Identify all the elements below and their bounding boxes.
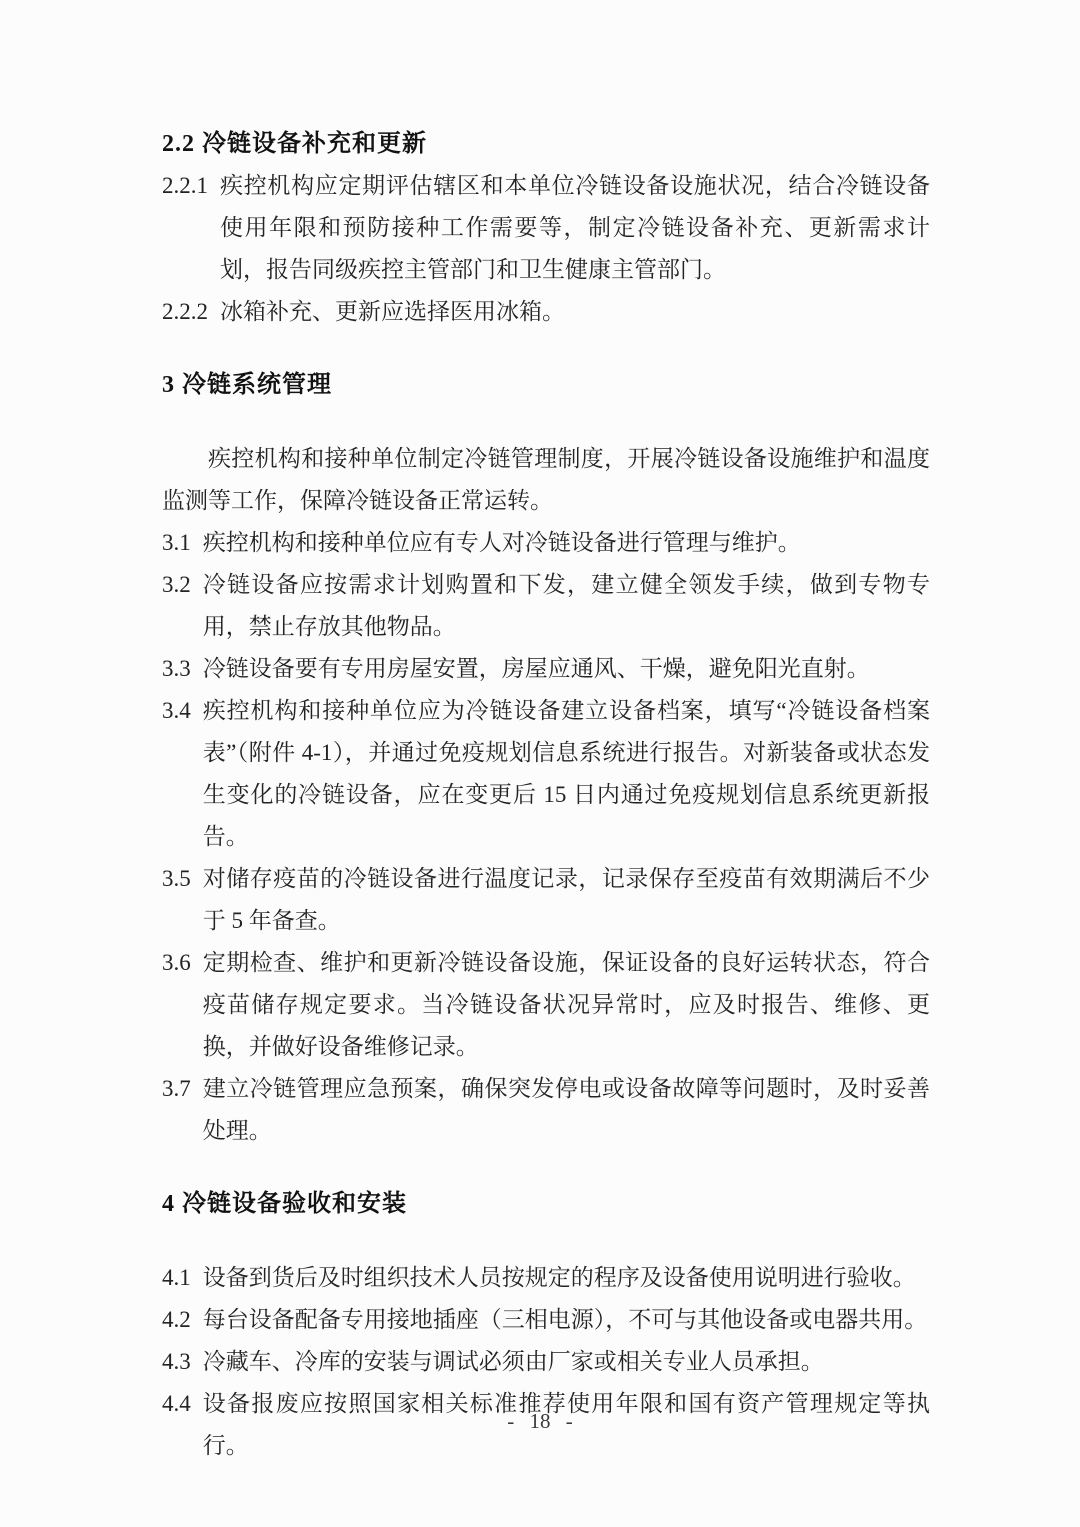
list-item — [162, 858, 930, 942]
list-item — [162, 1299, 930, 1341]
list-item — [162, 165, 930, 291]
list-item — [162, 1257, 930, 1299]
item-number: 3.4 — [162, 698, 191, 723]
section-heading: 4 冷链设备验收和安装 — [162, 1191, 407, 1217]
item-text: 冷藏车、冷库的安装与调试必须由厂家或相关专业人员承担。 — [202, 1349, 824, 1374]
item-number: 2.2.2 — [162, 299, 208, 324]
item-number: 4.1 — [162, 1265, 191, 1290]
item-text: 每台设备配备专用接地插座（三相电源），不可与其他设备或电器共用。 — [202, 1307, 928, 1332]
list-item — [162, 291, 930, 333]
item-text: 设备报废应按照国家相关标准推荐使用年限和国有资产管理规定等执行。 — [202, 1391, 930, 1458]
item-text: 冷链设备应按需求计划购置和下发，建立健全领发手续，做到专物专用，禁止存放其他物品。 — [202, 572, 930, 639]
item-number: 3.6 — [162, 950, 191, 975]
list-item — [162, 942, 930, 1068]
item-number: 3.3 — [162, 656, 191, 681]
section-cold-chain-equipment-update — [162, 123, 930, 333]
document-content — [162, 123, 930, 1467]
item-text: 建立冷链管理应急预案，确保突发停电或设备故障等问题时，及时妥善处理。 — [202, 1076, 930, 1143]
item-text: 冰箱补充、更新应选择医用冰箱。 — [220, 299, 565, 324]
item-number: 3.5 — [162, 866, 191, 891]
list-item — [162, 690, 930, 858]
item-text: 设备到货后及时组织技术人员按规定的程序及设备使用说明进行验收。 — [202, 1265, 916, 1290]
list-item — [162, 1341, 930, 1383]
item-number: 4.2 — [162, 1307, 191, 1332]
item-text: 疾控机构和接种单位应有专人对冷链设备进行管理与维护。 — [202, 530, 801, 555]
item-number: 4.4 — [162, 1391, 191, 1416]
list-item — [162, 522, 930, 564]
item-text: 冷链设备要有专用房屋安置，房屋应通风、干燥，避免阳光直射。 — [202, 656, 870, 681]
list-item — [162, 648, 930, 690]
item-number: 3.2 — [162, 572, 191, 597]
item-text: 疾控机构和接种单位应为冷链设备建立设备档案，填写“冷链设备档案表”（附件 4-1），并通过免疫规划信息系统进行报告。对新装备或状态发生变化的冷链设备，应在变更后 15 日内通过免疫规划信息系统更新报告。 — [202, 698, 930, 849]
list-item — [162, 1068, 930, 1152]
section-cold-chain-system-management — [162, 364, 930, 1152]
section-heading: 2.2 冷链设备补充和更新 — [162, 131, 427, 157]
intro-paragraph: 疾控机构和接种单位制定冷链管理制度，开展冷链设备设施维护和温度监测等工作，保障冷链设备正常运转。 — [162, 446, 930, 513]
item-number: 3.7 — [162, 1076, 191, 1101]
item-number: 3.1 — [162, 530, 191, 555]
section-heading: 3 冷链系统管理 — [162, 372, 332, 398]
item-number: 2.2.1 — [162, 173, 208, 198]
item-text: 定期检查、维护和更新冷链设备设施，保证设备的良好运转状态，符合疫苗储存规定要求。当冷链设备状况异常时，应及时报告、维修、更换，并做好设备维修记录。 — [202, 950, 930, 1059]
list-item — [162, 564, 930, 648]
item-number: 4.3 — [162, 1349, 191, 1374]
item-text: 疾控机构应定期评估辖区和本单位冷链设备设施状况，结合冷链设备使用年限和预防接种工作需要等，制定冷链设备补充、更新需求计划，报告同级疾控主管部门和卫生健康主管部门。 — [220, 173, 930, 282]
item-text: 对储存疫苗的冷链设备进行温度记录，记录保存至疫苗有效期满后不少于 5 年备查。 — [202, 866, 930, 933]
page-number: - 18 - — [507, 1409, 573, 1433]
